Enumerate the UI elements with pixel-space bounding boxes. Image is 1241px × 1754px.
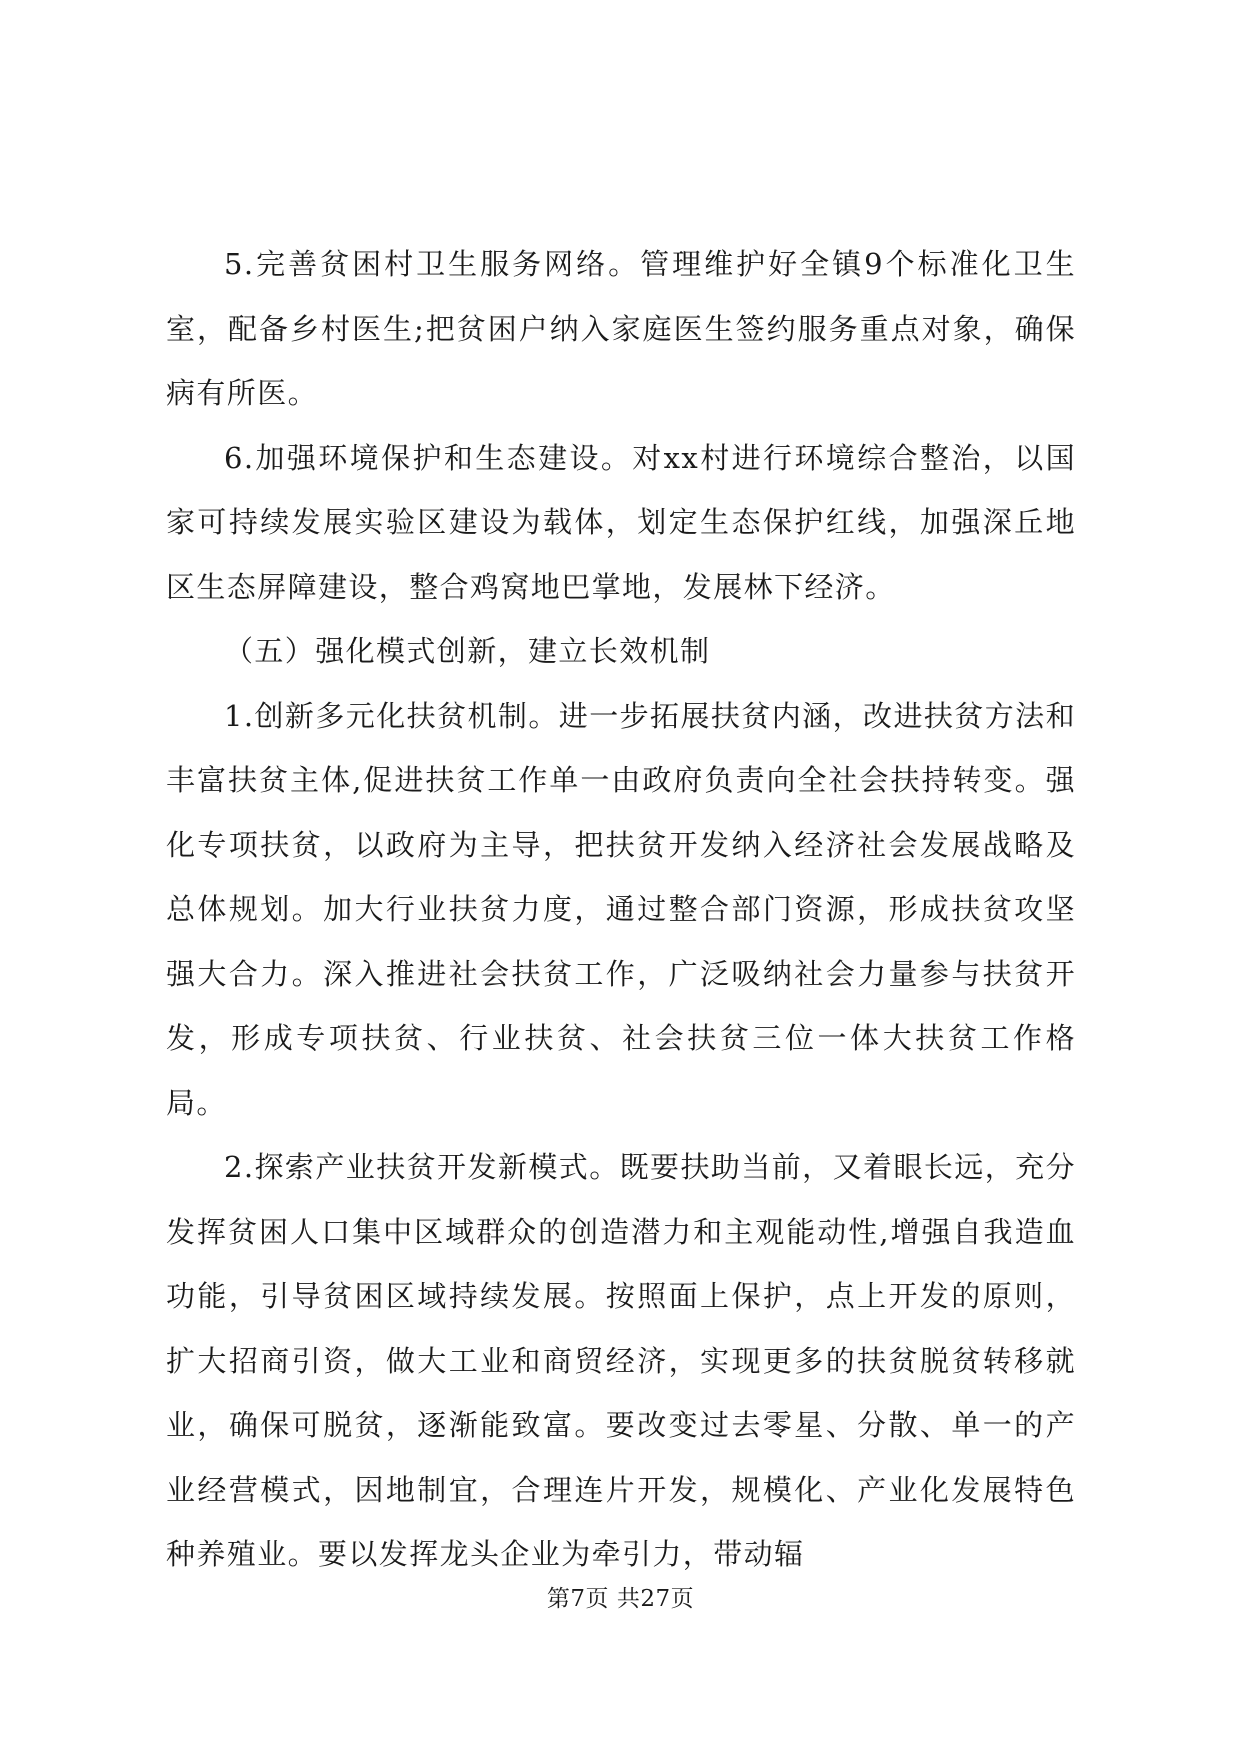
paragraph-diversified-mechanism: 1.创新多元化扶贫机制。进一步拓展扶贫内涵，改进扶贫方法和丰富扶贫主体,促进扶贫工作单一由政府负责向全社会扶持转变。强化专项扶贫，以政府为主导，把扶贫开发纳入经济社会发展战略及总体规划。加大行业扶贫力度，通过整合部门资源，形成扶贫攻坚强大合力。深入推进社会扶贫工作，广泛吸纳社会力量参与扶贫开发，形成专项扶贫、行业扶贫、社会扶贫三位一体大扶贫工作格局。	[166, 698, 1076, 1120]
paragraph-environment: 6.加强环境保护和生态建设。对xx村进行环境综合整治，以国家可持续发展实验区建设为载体，划定生态保护红线，加强深丘地区生态屏障建设，整合鸡窝地巴掌地，发展林下经济。	[166, 440, 1076, 604]
paragraph-health-network: 5.完善贫困村卫生服务网络。管理维护好全镇9个标准化卫生室，配备乡村医生;把贫困户纳入家庭医生签约服务重点对象，确保病有所医。	[166, 247, 1076, 410]
paragraph-industry-poverty-model: 2.探索产业扶贫开发新模式。既要扶助当前，又着眼长远，充分发挥贫困人口集中区域群众的创造潜力和主观能动性,增强自我造血功能，引导贫困区域持续发展。按照面上保护，点上开发的原则，扩大招商引资，做大工业和商贸经济，实现更多的扶贫脱贫转移就业，确保可脱贫，逐渐能致富。要改变过去零星、分散、单一的产业经营模式，因地制宜，合理连片开发，规模化、产业化发展特色种养殖业。要以发挥龙头企业为牵引力，带动辐	[166, 1150, 1076, 1571]
section-heading-mode-innovation: （五）强化模式创新，建立长效机制	[224, 634, 711, 668]
page-footer: 第7页 共27页	[546, 1586, 695, 1612]
document-body	[166, 232, 1076, 1587]
